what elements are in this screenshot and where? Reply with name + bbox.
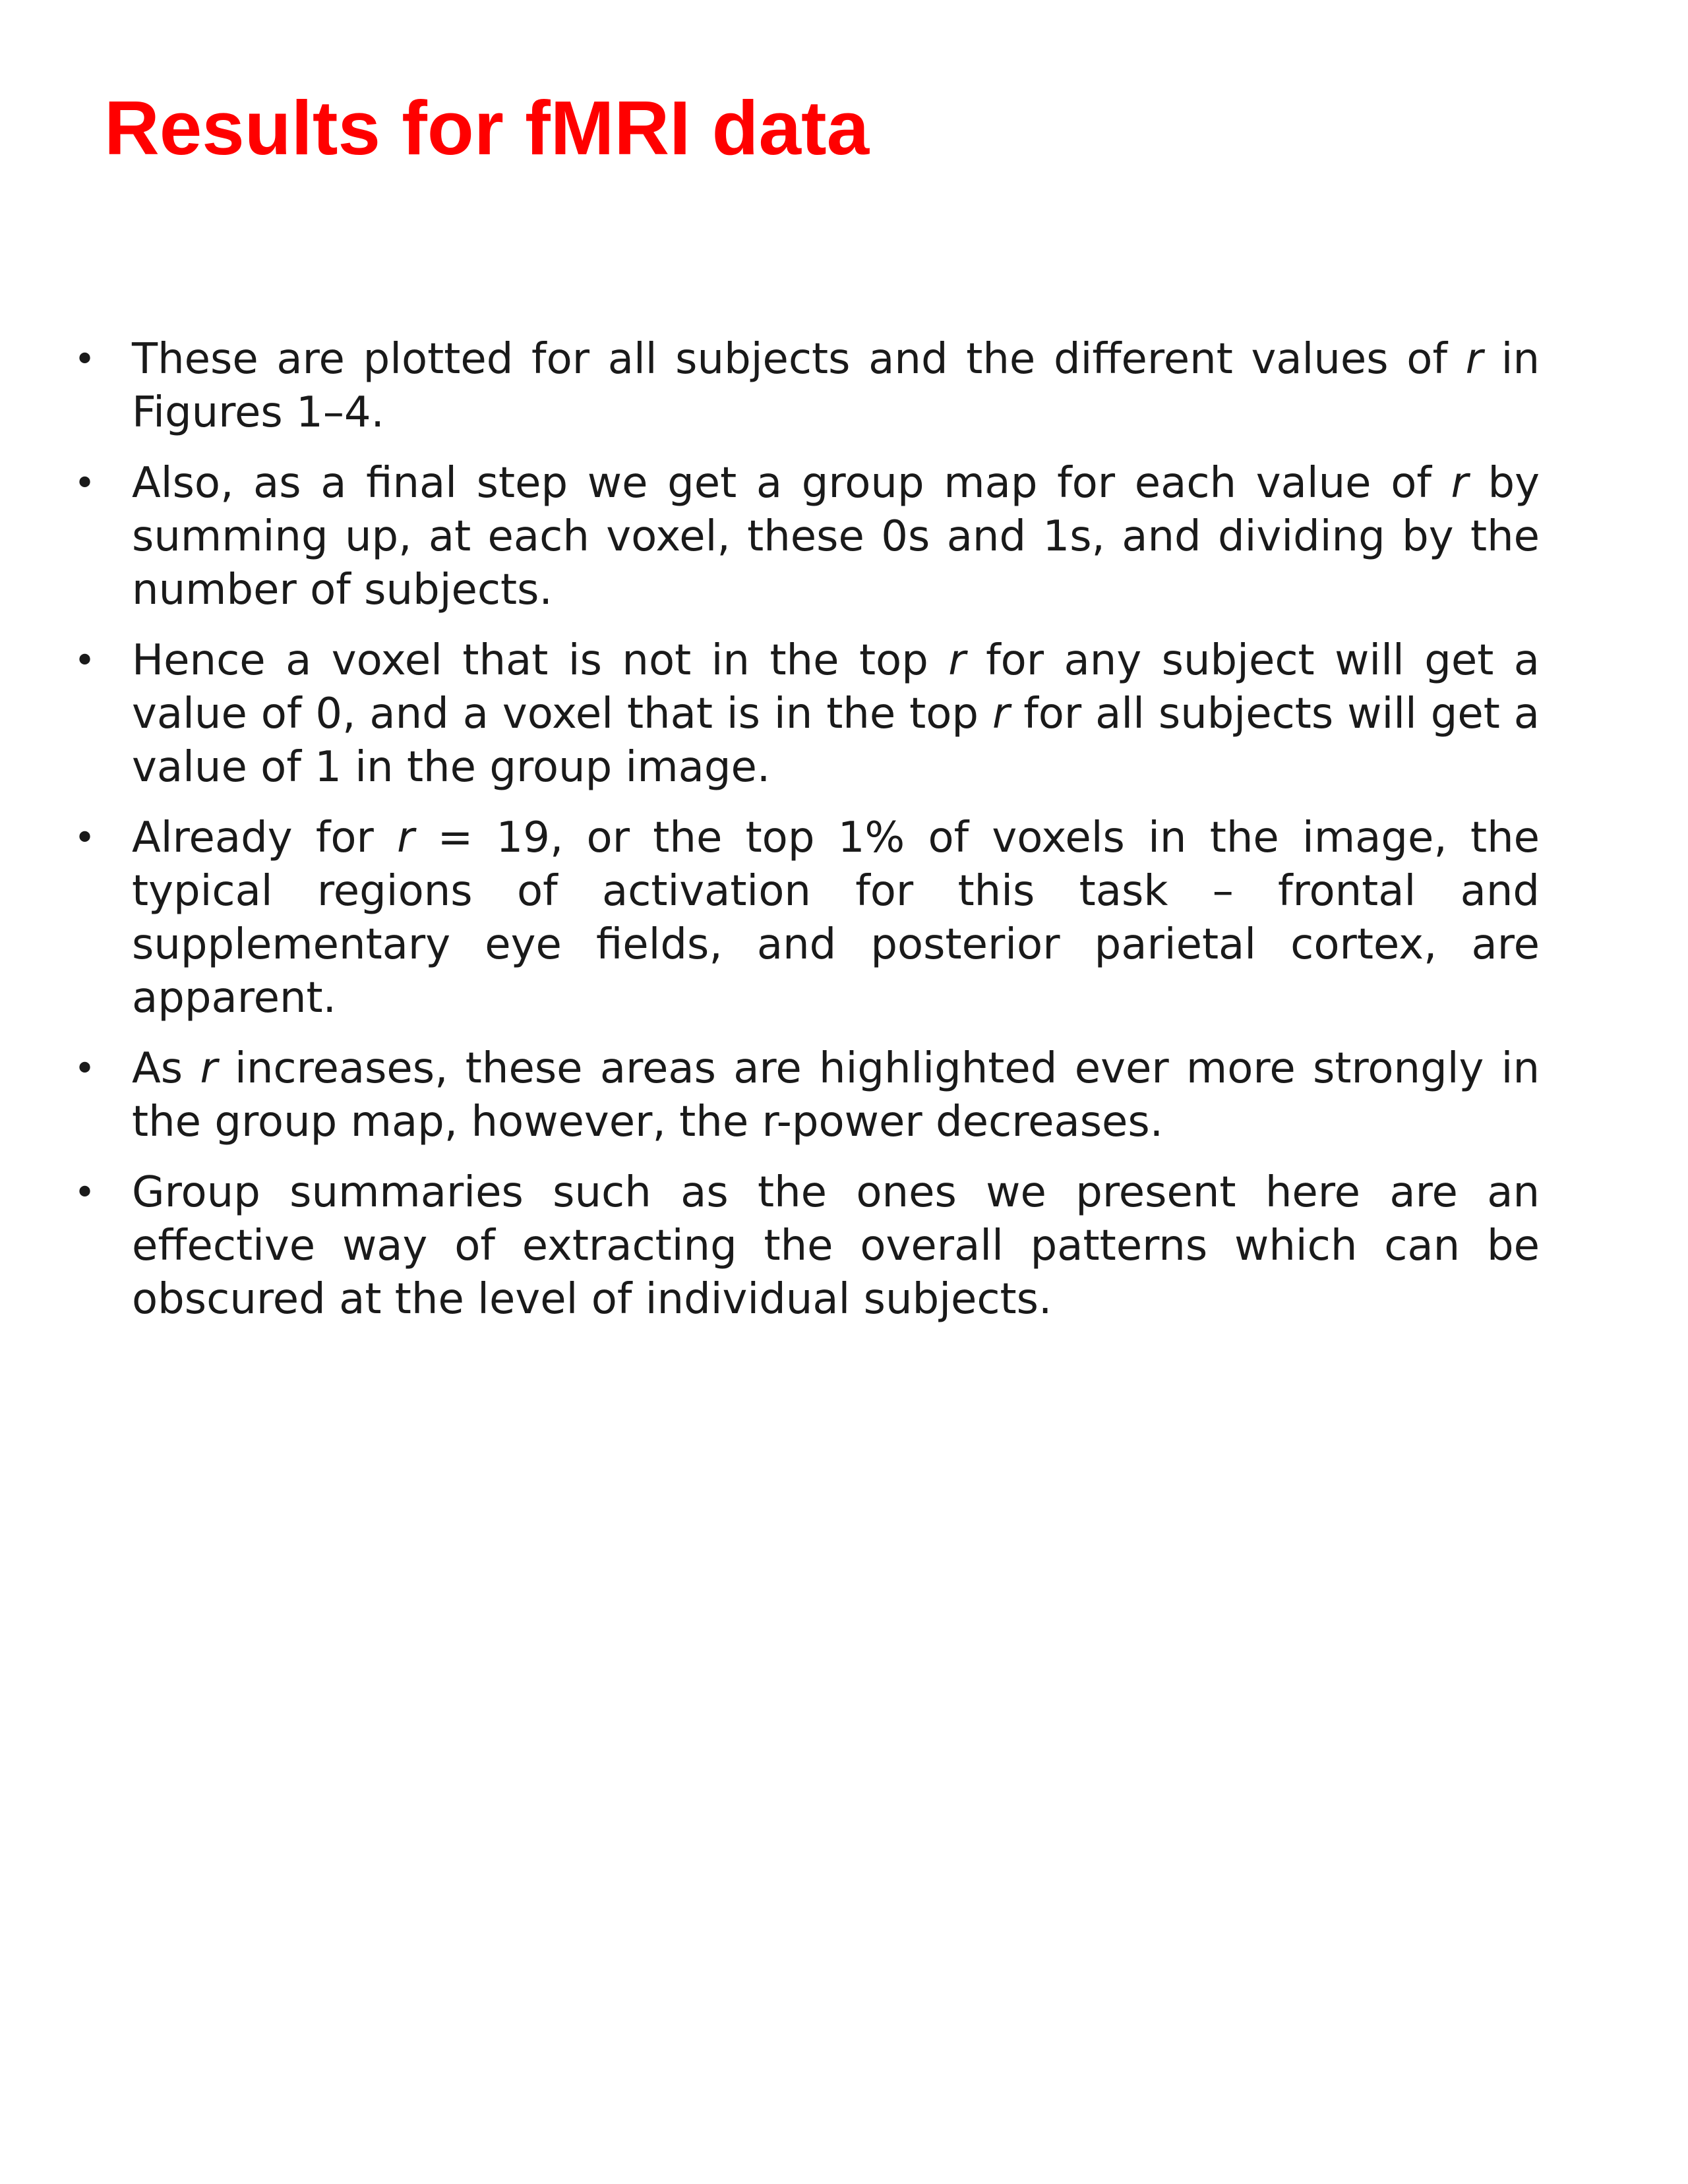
slide-title: Results for fMRI data <box>104 85 870 171</box>
bullet-text: Already for r = 19, or the top 1% of voxels in the image, the typical regions of activation for this task – frontal and supplementary eye fields, and posterior parietal cortex, are apparent. <box>132 813 1540 1022</box>
bullet-text: Hence a voxel that is not in the top r for any subject will get a value of 0, and a voxel that is in the top r for all subjects will get a value of 1 in the group image. <box>132 636 1540 792</box>
bullet-text: These are plotted for all subjects and the different values of r in Figures 1–4. <box>132 335 1540 437</box>
bullet-item-group-map <box>66 457 1540 617</box>
bullet-icon: • <box>74 639 96 682</box>
bullet-icon: • <box>74 338 96 381</box>
bullet-list <box>66 333 1540 1343</box>
bullet-icon: • <box>74 462 96 505</box>
bullet-item-activation <box>66 812 1540 1025</box>
bullet-icon: • <box>74 817 96 860</box>
bullet-text: Group summaries such as the ones we present here are an effective way of extracting the overall patterns which can be obscured at the level of individual subjects. <box>132 1168 1540 1324</box>
bullet-text: Also, as a final step we get a group map for each value of r by summing up, at each voxel, these 0s and 1s, and dividing by the number of subjects. <box>132 459 1540 614</box>
bullet-item-plotted <box>66 333 1540 440</box>
bullet-icon: • <box>74 1171 96 1214</box>
bullet-item-voxel-values <box>66 634 1540 794</box>
bullet-item-r-increases <box>66 1042 1540 1149</box>
bullet-item-group-summaries <box>66 1166 1540 1326</box>
bullet-icon: • <box>74 1048 96 1090</box>
bullet-text: As r increases, these areas are highlighted ever more strongly in the group map, however, the r-power decreases. <box>132 1044 1540 1146</box>
